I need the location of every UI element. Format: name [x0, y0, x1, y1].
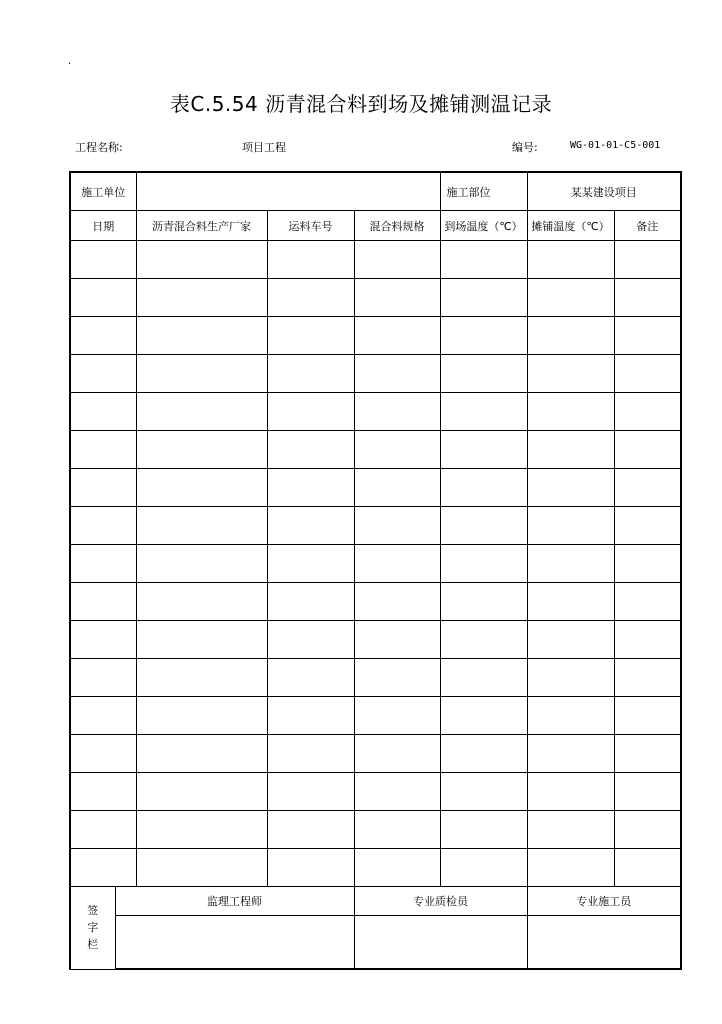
date-cell[interactable]: [70, 241, 136, 279]
date-cell[interactable]: [70, 279, 136, 317]
construction-worker-signature[interactable]: [527, 916, 681, 970]
date-cell[interactable]: [70, 697, 136, 735]
remarks-cell[interactable]: [614, 659, 681, 697]
mix-spec-cell[interactable]: [354, 659, 440, 697]
date-cell[interactable]: [70, 545, 136, 583]
date-cell[interactable]: [70, 355, 136, 393]
construction-dept-value[interactable]: 某某建设项目: [527, 172, 681, 211]
arrival-temp-cell[interactable]: [440, 431, 527, 469]
manufacturer-cell[interactable]: [136, 659, 267, 697]
remarks-cell[interactable]: [614, 469, 681, 507]
signature-label: [70, 887, 115, 970]
table-row: [70, 811, 681, 849]
mix-spec-cell[interactable]: [354, 317, 440, 355]
quality-inspector-label: 专业质检员: [354, 887, 527, 916]
manufacturer-cell[interactable]: [136, 583, 267, 621]
table-row: [70, 469, 681, 507]
manufacturer-cell[interactable]: [136, 773, 267, 811]
truck-no-cell[interactable]: [267, 431, 354, 469]
arrival-temp-cell[interactable]: [440, 469, 527, 507]
remarks-cell[interactable]: [614, 317, 681, 355]
date-cell[interactable]: [70, 773, 136, 811]
mix-spec-cell[interactable]: [354, 583, 440, 621]
paving-temp-cell[interactable]: [527, 279, 614, 317]
truck-no-cell[interactable]: [267, 849, 354, 887]
mix-spec-cell[interactable]: [354, 279, 440, 317]
mix-spec-cell[interactable]: [354, 621, 440, 659]
paving-temp-cell[interactable]: [527, 735, 614, 773]
manufacturer-cell[interactable]: [136, 507, 267, 545]
truck-no-cell[interactable]: [267, 621, 354, 659]
signature-body-row: [70, 916, 681, 970]
manufacturer-cell[interactable]: [136, 697, 267, 735]
project-name-label: 工程名称:: [75, 141, 123, 154]
column-header-row: [70, 211, 681, 241]
truck-no-cell[interactable]: [267, 545, 354, 583]
arrival-temp-cell[interactable]: [440, 735, 527, 773]
table-row: [70, 355, 681, 393]
manufacturer-cell[interactable]: [136, 355, 267, 393]
construction-dept-label: 施工部位: [440, 172, 527, 211]
construction-unit-label: 施工单位: [70, 172, 136, 211]
paving-temp-cell[interactable]: [527, 545, 614, 583]
truck-no-cell[interactable]: [267, 697, 354, 735]
date-cell[interactable]: [70, 469, 136, 507]
date-cell[interactable]: [70, 583, 136, 621]
table-row: [70, 317, 681, 355]
paving-temp-cell[interactable]: [527, 659, 614, 697]
remarks-cell[interactable]: [614, 241, 681, 279]
arrival-temp-cell[interactable]: [440, 849, 527, 887]
paving-temp-cell[interactable]: [527, 507, 614, 545]
col-header-paving-temp: 摊铺温度（℃）: [527, 211, 614, 241]
mix-spec-cell[interactable]: [354, 507, 440, 545]
table-row: [70, 773, 681, 811]
arrival-temp-cell[interactable]: [440, 545, 527, 583]
remarks-cell[interactable]: [614, 849, 681, 887]
remarks-cell[interactable]: [614, 735, 681, 773]
col-header-manufacturer: 沥青混合料生产厂家: [136, 211, 267, 241]
arrival-temp-cell[interactable]: [440, 583, 527, 621]
remarks-cell[interactable]: [614, 431, 681, 469]
mix-spec-cell[interactable]: [354, 735, 440, 773]
remarks-cell[interactable]: [614, 393, 681, 431]
paving-temp-cell[interactable]: [527, 469, 614, 507]
supervisor-engineer-signature[interactable]: [115, 916, 354, 970]
project-name-value: 项目工程: [242, 141, 286, 154]
truck-no-cell[interactable]: [267, 469, 354, 507]
col-header-arrival-temp: 到场温度（℃）: [440, 211, 527, 241]
table-row: [70, 431, 681, 469]
truck-no-cell[interactable]: [267, 583, 354, 621]
col-header-remarks: 备注: [614, 211, 681, 241]
mix-spec-cell[interactable]: [354, 355, 440, 393]
mix-spec-cell[interactable]: [354, 811, 440, 849]
table-row: [70, 697, 681, 735]
date-cell[interactable]: [70, 811, 136, 849]
truck-no-cell[interactable]: [267, 317, 354, 355]
remarks-cell[interactable]: [614, 811, 681, 849]
arrival-temp-cell[interactable]: [440, 811, 527, 849]
truck-no-cell[interactable]: [267, 811, 354, 849]
manufacturer-cell[interactable]: [136, 621, 267, 659]
truck-no-cell[interactable]: [267, 507, 354, 545]
remarks-cell[interactable]: [614, 621, 681, 659]
mix-spec-cell[interactable]: [354, 849, 440, 887]
remarks-cell[interactable]: [614, 773, 681, 811]
code-value: WG-01-01-C5-001: [570, 140, 661, 151]
col-header-date: 日期: [70, 211, 136, 241]
paving-temp-cell[interactable]: [527, 355, 614, 393]
paving-temp-cell[interactable]: [527, 431, 614, 469]
table-row: [70, 735, 681, 773]
paving-temp-cell[interactable]: [527, 849, 614, 887]
supervisor-engineer-label: 监理工程师: [115, 887, 354, 916]
page-title: 表C.5.54 沥青混合料到场及摊铺测温记录: [169, 92, 553, 116]
remarks-cell[interactable]: [614, 355, 681, 393]
table-row: [70, 507, 681, 545]
table-row: [70, 621, 681, 659]
table-row: [70, 583, 681, 621]
remarks-cell[interactable]: [614, 583, 681, 621]
mix-spec-cell[interactable]: [354, 545, 440, 583]
col-header-mix-spec: 混合料规格: [354, 211, 440, 241]
manufacturer-cell[interactable]: [136, 545, 267, 583]
remarks-cell[interactable]: [614, 697, 681, 735]
date-cell[interactable]: [70, 735, 136, 773]
date-cell[interactable]: [70, 507, 136, 545]
truck-no-cell[interactable]: [267, 393, 354, 431]
arrival-temp-cell[interactable]: [440, 317, 527, 355]
code-label: 编号:: [512, 141, 538, 154]
arrival-temp-cell[interactable]: [440, 241, 527, 279]
paving-temp-cell[interactable]: [527, 583, 614, 621]
arrival-temp-cell[interactable]: [440, 355, 527, 393]
paving-temp-cell[interactable]: [527, 317, 614, 355]
manufacturer-cell[interactable]: [136, 393, 267, 431]
manufacturer-cell[interactable]: [136, 317, 267, 355]
paving-temp-cell[interactable]: [527, 697, 614, 735]
table-row: [70, 241, 681, 279]
paving-temp-cell[interactable]: [527, 393, 614, 431]
table-row: [70, 659, 681, 697]
arrival-temp-cell[interactable]: [440, 507, 527, 545]
date-cell[interactable]: [70, 431, 136, 469]
remarks-cell[interactable]: [614, 507, 681, 545]
arrival-temp-cell[interactable]: [440, 659, 527, 697]
mix-spec-cell[interactable]: [354, 469, 440, 507]
construction-worker-label: 专业施工员: [527, 887, 681, 916]
quality-inspector-signature[interactable]: [354, 916, 527, 970]
mix-spec-cell[interactable]: [354, 393, 440, 431]
date-cell[interactable]: [70, 849, 136, 887]
manufacturer-cell[interactable]: [136, 735, 267, 773]
page-dot: ·: [68, 59, 72, 70]
date-cell[interactable]: [70, 393, 136, 431]
truck-no-cell[interactable]: [267, 355, 354, 393]
remarks-cell[interactable]: [614, 279, 681, 317]
paving-temp-cell[interactable]: [527, 621, 614, 659]
manufacturer-cell[interactable]: [136, 849, 267, 887]
signature-header-row: [70, 887, 681, 916]
arrival-temp-cell[interactable]: [440, 773, 527, 811]
mix-spec-cell[interactable]: [354, 773, 440, 811]
arrival-temp-cell[interactable]: [440, 279, 527, 317]
paving-temp-cell[interactable]: [527, 811, 614, 849]
truck-no-cell[interactable]: [267, 241, 354, 279]
manufacturer-cell[interactable]: [136, 811, 267, 849]
date-cell[interactable]: [70, 621, 136, 659]
col-header-truck-no: 运料车号: [267, 211, 354, 241]
truck-no-cell[interactable]: [267, 735, 354, 773]
unit-row: [70, 172, 681, 211]
table-row: [70, 393, 681, 431]
manufacturer-cell[interactable]: [136, 431, 267, 469]
date-cell[interactable]: [70, 317, 136, 355]
paving-temp-cell[interactable]: [527, 241, 614, 279]
table-row: [70, 849, 681, 887]
construction-unit-value[interactable]: [136, 172, 440, 211]
manufacturer-cell[interactable]: [136, 469, 267, 507]
manufacturer-cell[interactable]: [136, 241, 267, 279]
table-row: [70, 545, 681, 583]
truck-no-cell[interactable]: [267, 773, 354, 811]
mix-spec-cell[interactable]: [354, 431, 440, 469]
date-cell[interactable]: [70, 659, 136, 697]
table-row: [70, 279, 681, 317]
signature-label-text: 签字栏: [87, 904, 99, 952]
manufacturer-cell[interactable]: [136, 279, 267, 317]
paving-temp-cell[interactable]: [527, 773, 614, 811]
arrival-temp-cell[interactable]: [440, 697, 527, 735]
remarks-cell[interactable]: [614, 545, 681, 583]
mix-spec-cell[interactable]: [354, 241, 440, 279]
truck-no-cell[interactable]: [267, 279, 354, 317]
record-table: [69, 171, 682, 970]
truck-no-cell[interactable]: [267, 659, 354, 697]
arrival-temp-cell[interactable]: [440, 393, 527, 431]
mix-spec-cell[interactable]: [354, 697, 440, 735]
arrival-temp-cell[interactable]: [440, 621, 527, 659]
